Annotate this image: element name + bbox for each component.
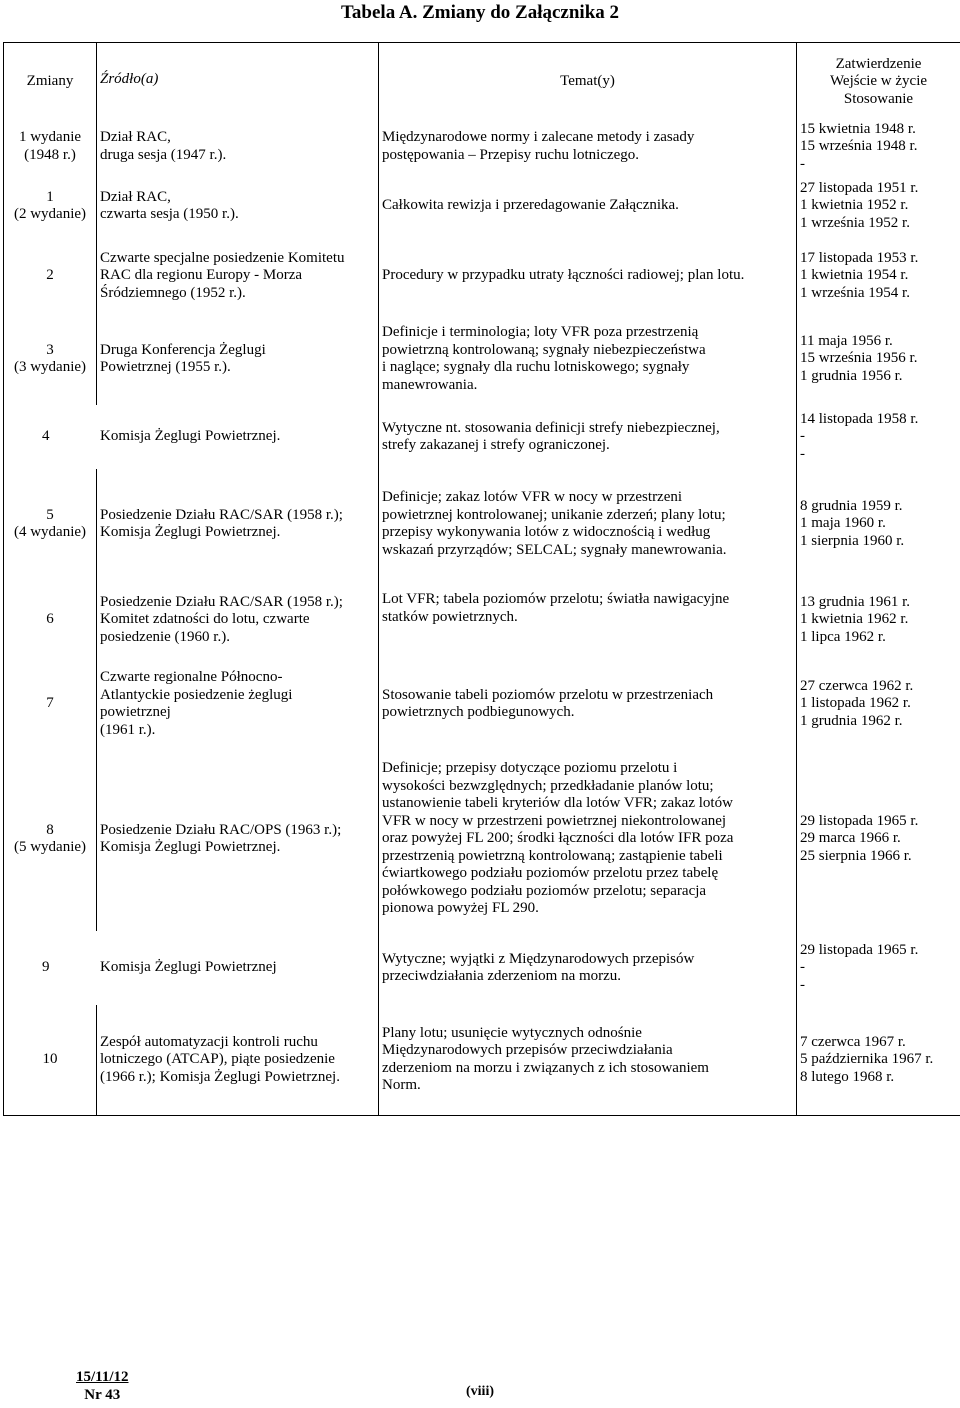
table-row bbox=[4, 661, 960, 747]
amendment-source-cell bbox=[4, 405, 379, 469]
page-number: (viii) bbox=[466, 1384, 494, 1399]
table-row bbox=[4, 1005, 960, 1115]
table-row bbox=[4, 121, 960, 174]
dates-cell: 14 listopada 1958 r. - - bbox=[797, 405, 960, 469]
header-dates-text: Zatwierdzenie Wejście w życie Stosowanie bbox=[829, 55, 928, 107]
source-cell: Posiedzenie Działu RAC/OPS (1963 r.); Komisja Żeglugi Powietrznej. bbox=[97, 747, 379, 931]
table-header-row bbox=[4, 43, 960, 121]
header-subject: Temat(y) bbox=[379, 43, 797, 121]
source-cell: Zespół automatyzacji kontroli ruchu lotniczego (ATCAP), piąte posiedzenie (1966 r.); Komisja Żeglugi Powietrznej. bbox=[97, 1005, 379, 1115]
subject-cell: Procedury w przypadku utraty łączności radiowej; plan lotu. bbox=[379, 239, 797, 313]
dates-cell: 27 czerwca 1962 r. 1 listopada 1962 r. 1 grudnia 1962 r. bbox=[797, 661, 960, 747]
amendment-cell: 10 bbox=[4, 1005, 97, 1115]
source-text: Komisja Żeglugi Powietrznej. bbox=[100, 428, 281, 445]
amendment-cell: 3 (3 wydanie) bbox=[4, 313, 97, 405]
source-cell: Czwarte regionalne Północno- Atlantyckie posiedzenie żeglugi powietrznej (1961 r.). bbox=[97, 661, 379, 747]
source-cell: Dział RAC, druga sesja (1947 r.). bbox=[97, 121, 379, 174]
dates-cell: 15 kwietnia 1948 r. 15 września 1948 r. - bbox=[797, 121, 960, 174]
source-cell: Czwarte specjalne posiedzenie Komitetu RAC dla regionu Europy - Morza Śródziemnego (1952 r.). bbox=[97, 239, 379, 313]
dates-cell: 17 listopada 1953 r. 1 kwietnia 1954 r. 1 września 1954 r. bbox=[797, 239, 960, 313]
subject-cell: Stosowanie tabeli poziomów przelotu w przestrzeniach powietrznych podbiegunowych. bbox=[379, 661, 797, 747]
table-row bbox=[4, 931, 960, 1005]
source-cell: Dział RAC, czwarta sesja (1950 r.). bbox=[97, 173, 379, 239]
dates-cell: 11 maja 1956 r. 15 września 1956 r. 1 grudnia 1956 r. bbox=[797, 313, 960, 405]
dates-cell: 29 listopada 1965 r. 29 marca 1966 r. 25 sierpnia 1966 r. bbox=[797, 747, 960, 931]
page-date: 15/11/12 bbox=[76, 1369, 129, 1385]
source-cell: Posiedzenie Działu RAC/SAR (1958 r.); Komitet zdatności do lotu, czwarte posiedzenie (1960 r.). bbox=[97, 579, 379, 661]
amendment-source-cell bbox=[4, 931, 379, 1005]
amendment-cell: 8 (5 wydanie) bbox=[4, 747, 97, 931]
amendment-cell: 1 wydanie (1948 r.) bbox=[4, 121, 97, 174]
source-cell: Posiedzenie Działu RAC/SAR (1958 r.); Komisja Żeglugi Powietrznej. bbox=[97, 469, 379, 579]
amendment-cell: 1 (2 wydanie) bbox=[4, 173, 97, 239]
table-row bbox=[4, 469, 960, 579]
table-row bbox=[4, 747, 960, 931]
dates-cell: 27 listopada 1951 r. 1 kwietnia 1952 r. 1 września 1952 r. bbox=[797, 173, 960, 239]
page-title: Tabela A. Zmiany do Załącznika 2 bbox=[340, 2, 620, 23]
subject-cell: Całkowita rewizja i przeredagowanie Załącznika. bbox=[379, 173, 797, 239]
subject-cell: Definicje; zakaz lotów VFR w nocy w przestrzeni powietrznej kontrolowanej; unikanie zderzeń; plany lotu; przepisy wykonywania lotów z widocznością i według wskazań przyrządów; SELCAL; sygnały manewrowania. bbox=[379, 469, 797, 579]
amendment-cell: 6 bbox=[4, 579, 97, 661]
amendments-table bbox=[3, 42, 960, 1116]
table-row bbox=[4, 579, 960, 661]
dates-cell: 13 grudnia 1961 r. 1 kwietnia 1962 r. 1 lipca 1962 r. bbox=[797, 579, 960, 661]
subject-cell: Definicje i terminologia; loty VFR poza przestrzenią powietrzną kontrolowaną; sygnały niebezpieczeństwa i naglące; sygnały dla ruchu lotniskowego; sygnały manewrowania. bbox=[379, 313, 797, 405]
table-row bbox=[4, 405, 960, 469]
subject-cell: Lot VFR; tabela poziomów przelotu; światła nawigacyjne statków powietrznych. bbox=[379, 579, 797, 661]
table-row bbox=[4, 313, 960, 405]
subject-cell: Wytyczne; wyjątki z Międzynarodowych przepisów przeciwdziałania zderzeniom na morzu. bbox=[379, 931, 797, 1005]
header-amendments: Zmiany bbox=[4, 43, 97, 121]
header-source: Źródło(a) bbox=[97, 43, 379, 121]
source-cell: Druga Konferencja Żeglugi Powietrznej (1955 r.). bbox=[97, 313, 379, 405]
table-row bbox=[4, 173, 960, 239]
amendment-cell: 5 (4 wydanie) bbox=[4, 469, 97, 579]
amendment-cell: 2 bbox=[4, 239, 97, 313]
source-text: Komisja Żeglugi Powietrznej bbox=[100, 959, 277, 976]
subject-cell: Międzynarodowe normy i zalecane metody i zasady postępowania – Przepisy ruchu lotniczego. bbox=[379, 121, 797, 174]
dates-cell: 29 listopada 1965 r. - - bbox=[797, 931, 960, 1005]
subject-cell: Wytyczne nt. stosowania definicji strefy niebezpiecznej, strefy zakazanej i strefy ograniczonej. bbox=[379, 405, 797, 469]
amendment-cell: 7 bbox=[4, 661, 97, 747]
amendment-number: 4 bbox=[42, 428, 50, 445]
dates-cell: 8 grudnia 1959 r. 1 maja 1960 r. 1 sierpnia 1960 r. bbox=[797, 469, 960, 579]
dates-cell: 7 czerwca 1967 r. 5 października 1967 r. 8 lutego 1968 r. bbox=[797, 1005, 960, 1115]
table-row bbox=[4, 239, 960, 313]
subject-cell: Plany lotu; usunięcie wytycznych odnośnie Międzynarodowych przepisów przeciwdziałania zderzeniom na morzu i związanych z ich stosowaniem Norm. bbox=[379, 1005, 797, 1115]
header-dates bbox=[797, 43, 960, 121]
subject-cell: Definicje; przepisy dotyczące poziomu przelotu i wysokości bezwzględnych; przedkładanie planów lotu; ustanowienie tabeli kryteriów dla lotów VFR; zakaz lotów VFR w nocy w przestrzeni powietrznej niekontrolowanej oraz powyżej FL 200; środki łączności dla lotów IFR poza przestrzenią powietrzną kontrolowaną; zastąpienie tabeli ćwiartkowego podziału poziomów przelotu przez tabelę połówkowego podziału poziomów przelotu; separacja pionowa powyżej FL 290. bbox=[379, 747, 797, 931]
page-issue-number: Nr 43 bbox=[84, 1387, 121, 1403]
amendment-number: 9 bbox=[42, 959, 50, 976]
